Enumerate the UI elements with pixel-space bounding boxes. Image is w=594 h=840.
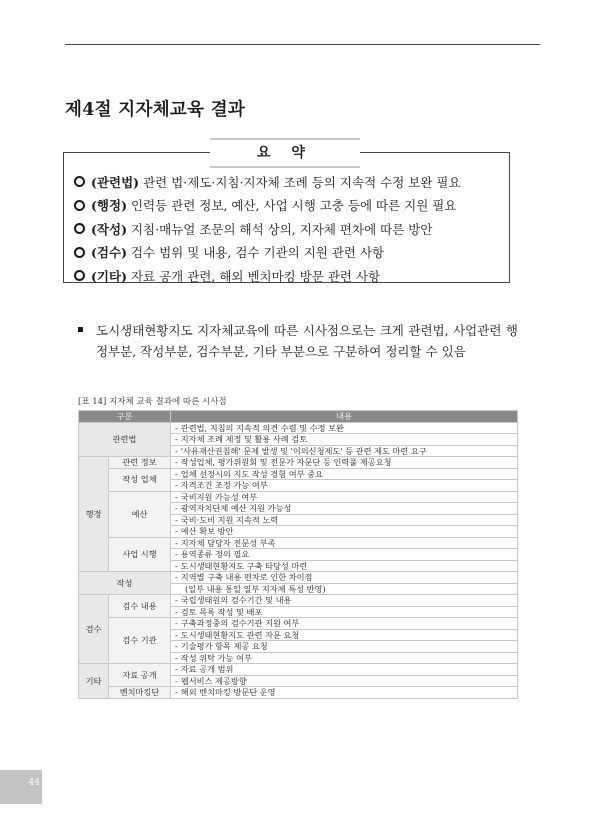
sub-etc-open: 자료 공개	[109, 664, 171, 687]
summary-list	[74, 170, 461, 288]
table-row: - 지자체 조례 제정 및 활용 사례 검토	[79, 434, 518, 446]
table-row: - 웹서비스 제공방향	[79, 675, 518, 687]
group-write: 작성	[79, 572, 171, 595]
section-title: 제4절 지자체교육 결과	[65, 100, 246, 120]
group-law: 관련법	[79, 422, 171, 457]
table-row: - 작성 위탁 가능 여부	[79, 652, 518, 664]
table-row: - 광역자치단체 예산 지원 가능성	[79, 503, 518, 515]
ring-bullet-icon	[74, 176, 85, 187]
table-row: - 검토 목록 작성 및 배포	[79, 606, 518, 618]
table-row: - 자격조건 조정 가능 여부	[79, 480, 518, 492]
header-rule	[65, 44, 540, 45]
table-row: 작성 - 지역별 구축 내용 편차로 인한 차이점	[79, 572, 518, 584]
table-row: - 용역종류 정의 필요	[79, 549, 518, 561]
table-row: 사업 시행 - 지자체 담당자 전문성 부족	[79, 537, 518, 549]
table-row: 관련법 - 관련법, 지침의 지속적 의견 수렴 및 수정 보완	[79, 422, 518, 434]
ring-bullet-icon	[74, 223, 85, 234]
sub-etc-bench: 벤치마킹단	[109, 687, 171, 699]
table-row: 검수 기관 - 구축과정중의 검수기관 지원 여부	[79, 618, 518, 630]
group-admin: 행정	[79, 457, 109, 572]
table-caption: [표 14] 지자체 교육 결과에 따른 시사점	[78, 397, 227, 407]
sub-admin-project: 사업 시행	[109, 537, 171, 572]
group-etc: 기타	[79, 664, 109, 699]
summary-item: (관련법) 관련 법·제도·지침·지자체 조례 등의 지속적 수정 보완 필요	[74, 170, 461, 194]
header-content: 내용	[171, 411, 518, 423]
summary-box	[63, 152, 510, 283]
table-row: - 예산 확보 방안	[79, 526, 518, 538]
page-number: 44	[28, 778, 40, 788]
table-row: 벤치마킹단 - 해외 벤치마킹 방문단 운영	[79, 687, 518, 699]
summary-paragraph: 도시생태현황지도 지자체교육에 따른 시사점으로는 크게 관련법, 사업관련 행정부분, 작성부분, 검수부분, 기타 부분으로 구분하여 정리할 수 있음	[78, 320, 518, 362]
sub-admin-budget: 예산	[109, 491, 171, 537]
ring-bullet-icon	[74, 270, 85, 281]
sub-admin-info: 관련 정보	[109, 457, 171, 469]
table-row: 검수 검수 내용 - 국립생태원의 검수기간 및 내용	[79, 595, 518, 607]
table-row: - 기술평가 항목 제공 요청	[79, 641, 518, 653]
summary-item: (작성) 지침·매뉴얼 조문의 해석 상의, 지자체 편차에 따른 방안	[74, 217, 461, 241]
summary-item: (기타) 자료 공개 관련, 해외 벤치마킹 방문 관련 사항	[74, 264, 461, 288]
table-row: - 국비·도비 지원 지속적 노력	[79, 514, 518, 526]
table-row: - 도시생태현황지도 관련 자문 요청	[79, 629, 518, 641]
summary-label: 요 약	[210, 138, 360, 168]
table-row: (일부 내용 통일 일부 지자체 특성 반영)	[79, 583, 518, 595]
summary-item: (행정) 인력등 관련 정보, 예산, 사업 시행 고충 등에 따른 지원 필요	[74, 194, 461, 218]
table-row: - 도시생태현황지도 구축 타당성 마련	[79, 560, 518, 572]
table-row: 기타 자료 공개 - 자료 공개 범위	[79, 664, 518, 676]
square-bullet-icon	[78, 327, 83, 332]
ring-bullet-icon	[74, 200, 85, 211]
summary-item: (검수) 검수 범위 및 내용, 검수 기관의 지원 관련 사항	[74, 241, 461, 265]
group-inspect: 검수	[79, 595, 109, 664]
sub-inspect-agency: 검수 기관	[109, 618, 171, 664]
header-category: 구분	[79, 411, 171, 423]
table-row: 행정 관련 정보 - 작성업체, 평가위원회 및 전문가 자문단 등 인력풀 제공요청	[79, 457, 518, 469]
sub-admin-select: 작성 업체	[109, 468, 171, 491]
table-row: 예산 - 국비지원 가능성 여부	[79, 491, 518, 503]
table-header-row	[79, 411, 518, 423]
table-row: - '사유재산권침해' 문제 발생 및 '이의신청제도' 등 관련 제도 마련 요구	[79, 445, 518, 457]
implications-table	[78, 410, 518, 699]
table-row: 작성 업체 - 업체 선정시의 지도 작성 경험 여부 중요	[79, 468, 518, 480]
ring-bullet-icon	[74, 247, 85, 258]
sub-inspect-content: 검수 내용	[109, 595, 171, 618]
